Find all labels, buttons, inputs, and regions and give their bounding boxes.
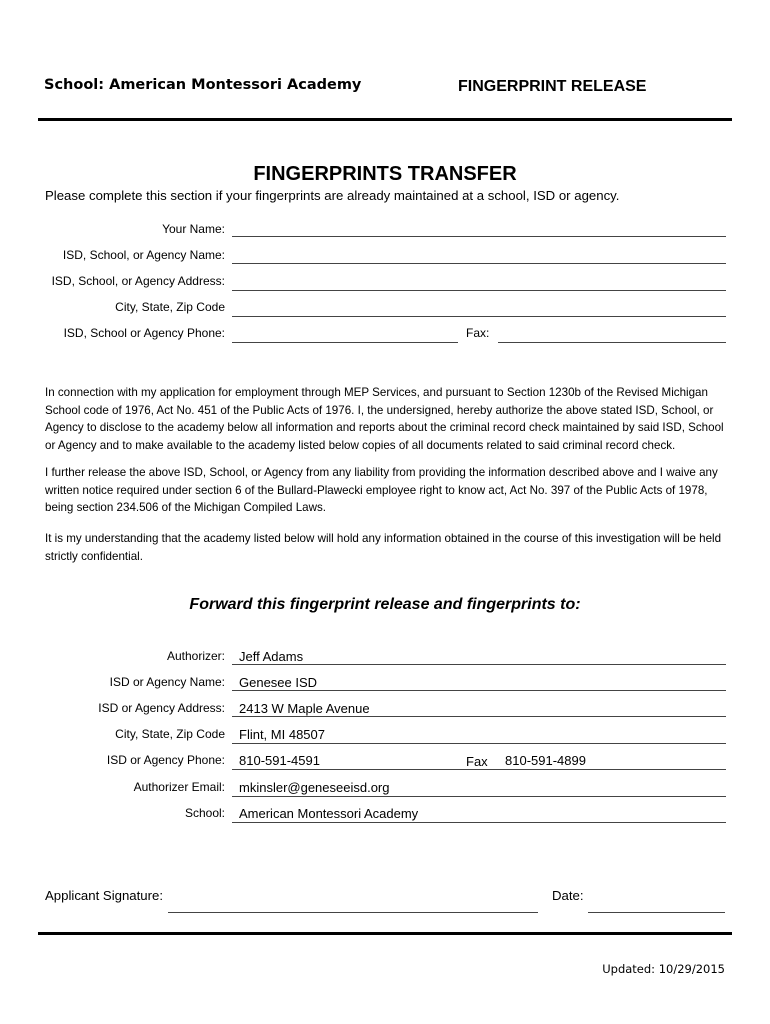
- authorizer-email-label: Authorizer Email:: [133, 780, 225, 794]
- agency-address-line: [232, 716, 726, 717]
- city-state-zip-line: [232, 743, 726, 744]
- city-state-zip-value: Flint, MI 48507: [239, 727, 325, 742]
- agency-address-value: 2413 W Maple Avenue: [239, 701, 370, 716]
- school-value: American Montessori Academy: [239, 806, 419, 821]
- release-paragraph: I further release the above ISD, School, or Agency from any liability from providing the information described above and I waive any written notice required under section 6 of the Bullard-Plawecki employee right to know act, Act No. 397 of the Public Acts of 1978, being section 234.506 of the Michigan Compiled Laws.: [45, 466, 718, 514]
- city-state-zip-label-2: City, State, Zip Code: [115, 727, 225, 741]
- agency-name-value: Genesee ISD: [239, 675, 318, 690]
- applicant-signature-label: Applicant Signature:: [45, 888, 164, 903]
- forward-title: Forward this fingerprint release and fingerprints to:: [189, 596, 581, 613]
- fax-label: Fax:: [466, 326, 490, 340]
- agency-name-line: [232, 690, 726, 691]
- authorizer-value: Jeff Adams: [239, 649, 304, 664]
- date-field[interactable]: [588, 912, 725, 913]
- fax-label-2: Fax: [466, 754, 488, 769]
- date-label: Date:: [552, 888, 584, 903]
- agency-name-label: ISD, School, or Agency Name:: [62, 248, 225, 262]
- fax-value: 810-591-4899: [505, 753, 586, 768]
- city-state-zip-field[interactable]: [232, 316, 726, 317]
- authorizer-email-value: mkinsler@geneseeisd.org: [239, 780, 390, 795]
- footer-divider: [38, 932, 732, 935]
- agency-name-label-2: ISD or Agency Name:: [109, 675, 225, 689]
- form-title: FINGERPRINT RELEASE: [458, 78, 647, 95]
- updated-date: Updated: 10/29/2015: [602, 962, 725, 976]
- your-name-field[interactable]: [232, 236, 726, 237]
- school-line: [232, 822, 726, 823]
- authorizer-email-line: [232, 796, 726, 797]
- agency-name-field[interactable]: [232, 263, 726, 264]
- authorization-paragraph: In connection with my application for employment through MEP Services, and pursuant to Section 1230b of the Revised Michigan School code of 1976, Act No. 451 of the Public Acts of 1976. I, the undersigned, hereby authorize the above stated ISD, School, or Agency to disclose to the academy below all information and reports about the criminal record check maintained by said ISD, School or Agency and to make available to the academy listed below copies of all documents related to said criminal record check.: [45, 386, 724, 452]
- header-divider: [38, 118, 732, 121]
- confidentiality-paragraph: It is my understanding that the academy listed below will hold any information obtained in the course of this investigation will be held strictly confidential.: [45, 532, 722, 563]
- section-title: FINGERPRINTS TRANSFER: [253, 163, 517, 185]
- agency-phone-value: 810-591-4591: [239, 753, 320, 768]
- agency-phone-field[interactable]: [232, 342, 458, 343]
- agency-address-field[interactable]: [232, 290, 726, 291]
- your-name-label: Your Name:: [162, 222, 225, 236]
- agency-phone-line: [232, 769, 726, 770]
- school-header: School: American Montessori Academy: [44, 77, 362, 93]
- agency-phone-label: ISD, School or Agency Phone:: [63, 326, 225, 340]
- applicant-signature-field[interactable]: [168, 912, 538, 913]
- fax-field[interactable]: [498, 342, 726, 343]
- agency-address-label-2: ISD or Agency Address:: [98, 701, 225, 715]
- authorizer-label: Authorizer:: [166, 649, 225, 663]
- section-intro: Please complete this section if your fingerprints are already maintained at a school, ISD or agency.: [45, 188, 620, 203]
- agency-phone-label-2: ISD or Agency Phone:: [106, 753, 225, 767]
- city-state-zip-label: City, State, Zip Code: [115, 300, 225, 314]
- authorizer-line: [232, 664, 726, 665]
- agency-address-label: ISD, School, or Agency Address:: [51, 274, 225, 288]
- school-label: School:: [184, 806, 225, 820]
